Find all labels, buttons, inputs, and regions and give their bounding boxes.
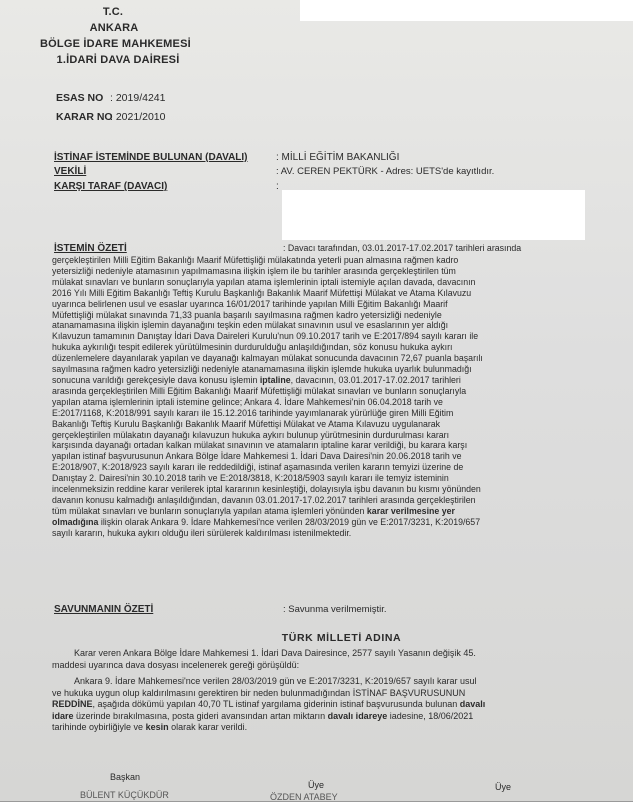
defense-value: : Savunma verilmemiştir. bbox=[283, 604, 387, 615]
summary-line bbox=[52, 375, 623, 386]
decision-line bbox=[52, 711, 623, 723]
summary-line: yapılan istinaf başvurusunun Ankara Bölge İdare Mahkemesi 1. İdari Dava Dairesi'nin 20.06.2018 tarih ve bbox=[52, 451, 462, 462]
attorney-label: VEKİLİ bbox=[54, 166, 87, 177]
opposing-label: KARŞI TARAF (DAVACI) bbox=[54, 181, 168, 192]
signature-president-name: BÜLENT KÜÇÜKDÜR bbox=[80, 790, 169, 800]
decision-emphasis: davalı idareye bbox=[327, 710, 388, 721]
summary-intro: : Davacı tarafından, 03.01.2017-17.02.2017 tarihleri arasında bbox=[283, 243, 522, 253]
summary-line: mülakat sınavları ve bunların sonuçlarıyla yapılan atama işlemlerinin iptali istemiyle açılan davada, davacının bbox=[52, 276, 476, 287]
decision-emphasis: kesin bbox=[145, 722, 169, 732]
summary-line: Kılavuzun tamamının Danıştay İdari Dava Daireleri Kurulu'nun 09.10.2017 tarih ve E:2017/894 sayılı kararı ile bbox=[52, 331, 479, 342]
summary-line: Müfettişliği mülakat sınavında 71,33 puanla başarılı sayılmasına rağmen kadro yetersizliği nedeniyle bbox=[52, 309, 442, 320]
summary-emphasis: karar verilmesine yer bbox=[366, 505, 455, 516]
defense-label: SAVUNMANIN ÖZETİ bbox=[54, 604, 154, 615]
summary-line: gerçekleştirilen mülakatın dayanağı kılavuzun hukuka aykırı bulunup yürütmesinin durdurulması kararı bbox=[52, 429, 450, 440]
decision-line bbox=[52, 699, 623, 711]
decision-text: üzerinde bırakılmasına, posta gideri avansından artan miktarın bbox=[73, 710, 326, 721]
summary-line bbox=[52, 517, 623, 528]
karar-label: KARAR NO bbox=[56, 111, 113, 123]
decision-text: olarak karar verildi. bbox=[168, 722, 248, 732]
signature-member1-name: ÖZDEN ATABEY bbox=[270, 792, 338, 802]
karar-value: : 2021/2010 bbox=[110, 111, 166, 123]
summary-text: tüm mülakat sınavları ve bunların sonuçlarıyla yapılan atama işlemleri yönünden bbox=[52, 505, 365, 516]
decision-emphasis: davalı bbox=[459, 699, 486, 709]
summary-emphasis: iptaline bbox=[259, 374, 291, 385]
summary-line: E:2017/1168, K:2018/991 sayılı kararı ile 15.12.2016 tarihinde yayımlanarak yürürlüğe giren Milli Eğitim bbox=[52, 407, 454, 418]
redaction-plaintiff bbox=[282, 190, 585, 240]
decision-line bbox=[52, 722, 623, 734]
summary-text: sonucuna varıldığı gerekçesiyle dava konusu işlemin bbox=[52, 374, 258, 385]
summary-line: atanamamasına ilişkin işlemin dayanağını teşkin eden mülakat sınavının usul ve esaslarının yer aldığı bbox=[52, 320, 449, 331]
decision-title: TÜRK MİLLETİ ADINA bbox=[281, 632, 402, 644]
summary-line: karşısında dayanağı ortadan kalkan mülakat sınavının ve atamaların iptaline karar verildiği, bu karara karşı bbox=[52, 440, 468, 451]
appellant-label: İSTİNAF İSTEMİNDE BULUNAN (DAVALI) bbox=[54, 152, 248, 163]
decision-line: ve hukuka uygun olup kaldırılmasını gerektiren bir neden bulunmadığından İSTİNAF BAŞVURUSUNUN bbox=[52, 687, 466, 698]
signature-president-role: Başkan bbox=[110, 772, 141, 782]
decision-line: Ankara 9. İdare Mahkemesi'nce verilen 28/03/2019 gün ve E:2017/3231, K:2019/657 sayılı karar usul bbox=[74, 676, 477, 686]
decision-text: tarihinde oybirliğiyle ve bbox=[52, 722, 144, 732]
summary-line: uyarınca belirlenen usul ve esaslar uyarınca 16/01/2017 tarihinde yapılan Milli Eğitim Bakanlığı Maarif bbox=[52, 298, 448, 309]
summary-line: gerçekleştirilen Milli Eğitim Bakanlığı Maarif Müfettişliği mülakatında yeterli puan almasına rağmen kadro bbox=[52, 255, 459, 265]
summary-text: ilişkin olarak Ankara 9. İdare Mahkemesi'nce verilen 28/03/2019 gün ve E:2017/3231, K:2019/657 bbox=[98, 516, 481, 527]
decision-text: , aşağıda dökümü yapılan 40,70 TL istinaf yargılama giderinin istinaf başvurusunda bulunan bbox=[92, 699, 458, 709]
summary-text: , davacının, 03.01.2017-17.02.2017 tarihleri bbox=[290, 374, 461, 385]
summary-body bbox=[52, 255, 623, 539]
decision-body bbox=[52, 648, 623, 734]
header-chamber: 1.İDARİ DAVA DAİRESİ bbox=[56, 54, 180, 66]
summary-label: İSTEMİN ÖZETİ bbox=[54, 243, 127, 254]
summary-line: E:2018/907, K:2018/923 sayılı kararı ile reddedildiği, istinaf aşamasında verilen kararın temyizi üzerine de bbox=[52, 462, 464, 473]
header-city: ANKARA bbox=[89, 22, 139, 34]
summary-line: sayılı kararın, hukuka aykırı olduğu ileri sürülerek kaldırılması istenilmektedir. bbox=[52, 527, 352, 538]
appellant-value: : MİLLİ EĞİTİM BAKANLIĞI bbox=[276, 152, 400, 163]
summary-emphasis: olmadığına bbox=[52, 516, 99, 527]
signature-member1-role: Üye bbox=[308, 780, 325, 790]
esas-value: : 2019/4241 bbox=[110, 92, 166, 104]
decision-emphasis: REDDİNE bbox=[52, 699, 93, 709]
summary-line bbox=[52, 506, 623, 517]
decision-text: iadesine, 18/06/2021 bbox=[387, 710, 474, 721]
header-court: BÖLGE İDARE MAHKEMESİ bbox=[40, 38, 191, 50]
esas-label: ESAS NO bbox=[56, 92, 104, 104]
attorney-value: : AV. CEREN PEKTÜRK - Adres: UETS'de kayıtlıdır. bbox=[276, 166, 495, 177]
summary-line: yapılan atama işlemlerinin iptali istemine gelince; Ankara 4. İdare Mahkemesi'nin 06.04.2018 tarih ve bbox=[52, 396, 443, 407]
summary-line: davanın konusu kalmadığı anlaşıldığından, davanın 03.01.2017-17.02.2017 tarihleri arasında gerçekleştirilen bbox=[52, 494, 476, 505]
summary-line: hukuka aykırılığı tespit edilerek yürütülmesinin durdurulduğu anlaşıldığından, söz konusu hukuka aykırı bbox=[52, 342, 453, 353]
opposing-value: : bbox=[276, 181, 279, 192]
summary-line: sayılmasına rağmen kadro yetersizliği nedeniyle atanamamasına ilişkin işlemde hukuka uyarlık bulunmadığı bbox=[52, 364, 472, 375]
redaction-top-right bbox=[300, 0, 633, 21]
summary-line: Bakanlığı Teftiş Kurulu Başkanlığı Bakanlık Maarif Müfettişi Mülakat ve Atama Kılavuzu uygulanarak bbox=[52, 418, 441, 429]
signature-member2-role: Üye bbox=[495, 782, 512, 792]
summary-line: yetersizliği nedeniyle atamasının yapılmamasına ilişkin işlem ile bu tarihler arasında gerçekleştirilen tüm bbox=[52, 265, 456, 276]
summary-line: düzenlemelere dayanılarak yapılan ve dayanağı kalmayan mülakat sonucunda davacının 72,67 puanla başarılı bbox=[52, 353, 483, 364]
summary-line: arasında gerçekleştirilen Milli Eğitim Bakanlığı Maarif Müfettişliği mülakat sınavları ve bunların sonuçlarıyla bbox=[52, 385, 467, 396]
summary-line: incelenmeksizin reddine karar verilerek iptal kararının kesinleştiği, dolayısıyla işbu davanın bu kısmı yönünden bbox=[52, 484, 481, 495]
decision-line: maddesi uyarınca dava dosyası incelenerek gereği görüşüldü: bbox=[52, 659, 300, 670]
summary-line: 2016 Yılı Milli Eğitim Bakanlığı Teftiş Kurulu Başkanlığı Bakanlık Maarif Müfettişi Mülakat ve Atama Kılavuzu bbox=[52, 287, 472, 298]
summary-line: Danıştay 2. Dairesi'nin 30.10.2018 tarih ve E:2018/3818, K:2018/5903 sayılı kararı ile temyiz isteminin bbox=[52, 473, 449, 484]
decision-emphasis: idare bbox=[52, 710, 74, 721]
decision-line: Karar veren Ankara Bölge İdare Mahkemesi 1. İdari Dava Dairesince, 2577 sayılı Yasanın değişik 45. bbox=[74, 648, 476, 658]
header-tc: T.C. bbox=[102, 6, 124, 18]
